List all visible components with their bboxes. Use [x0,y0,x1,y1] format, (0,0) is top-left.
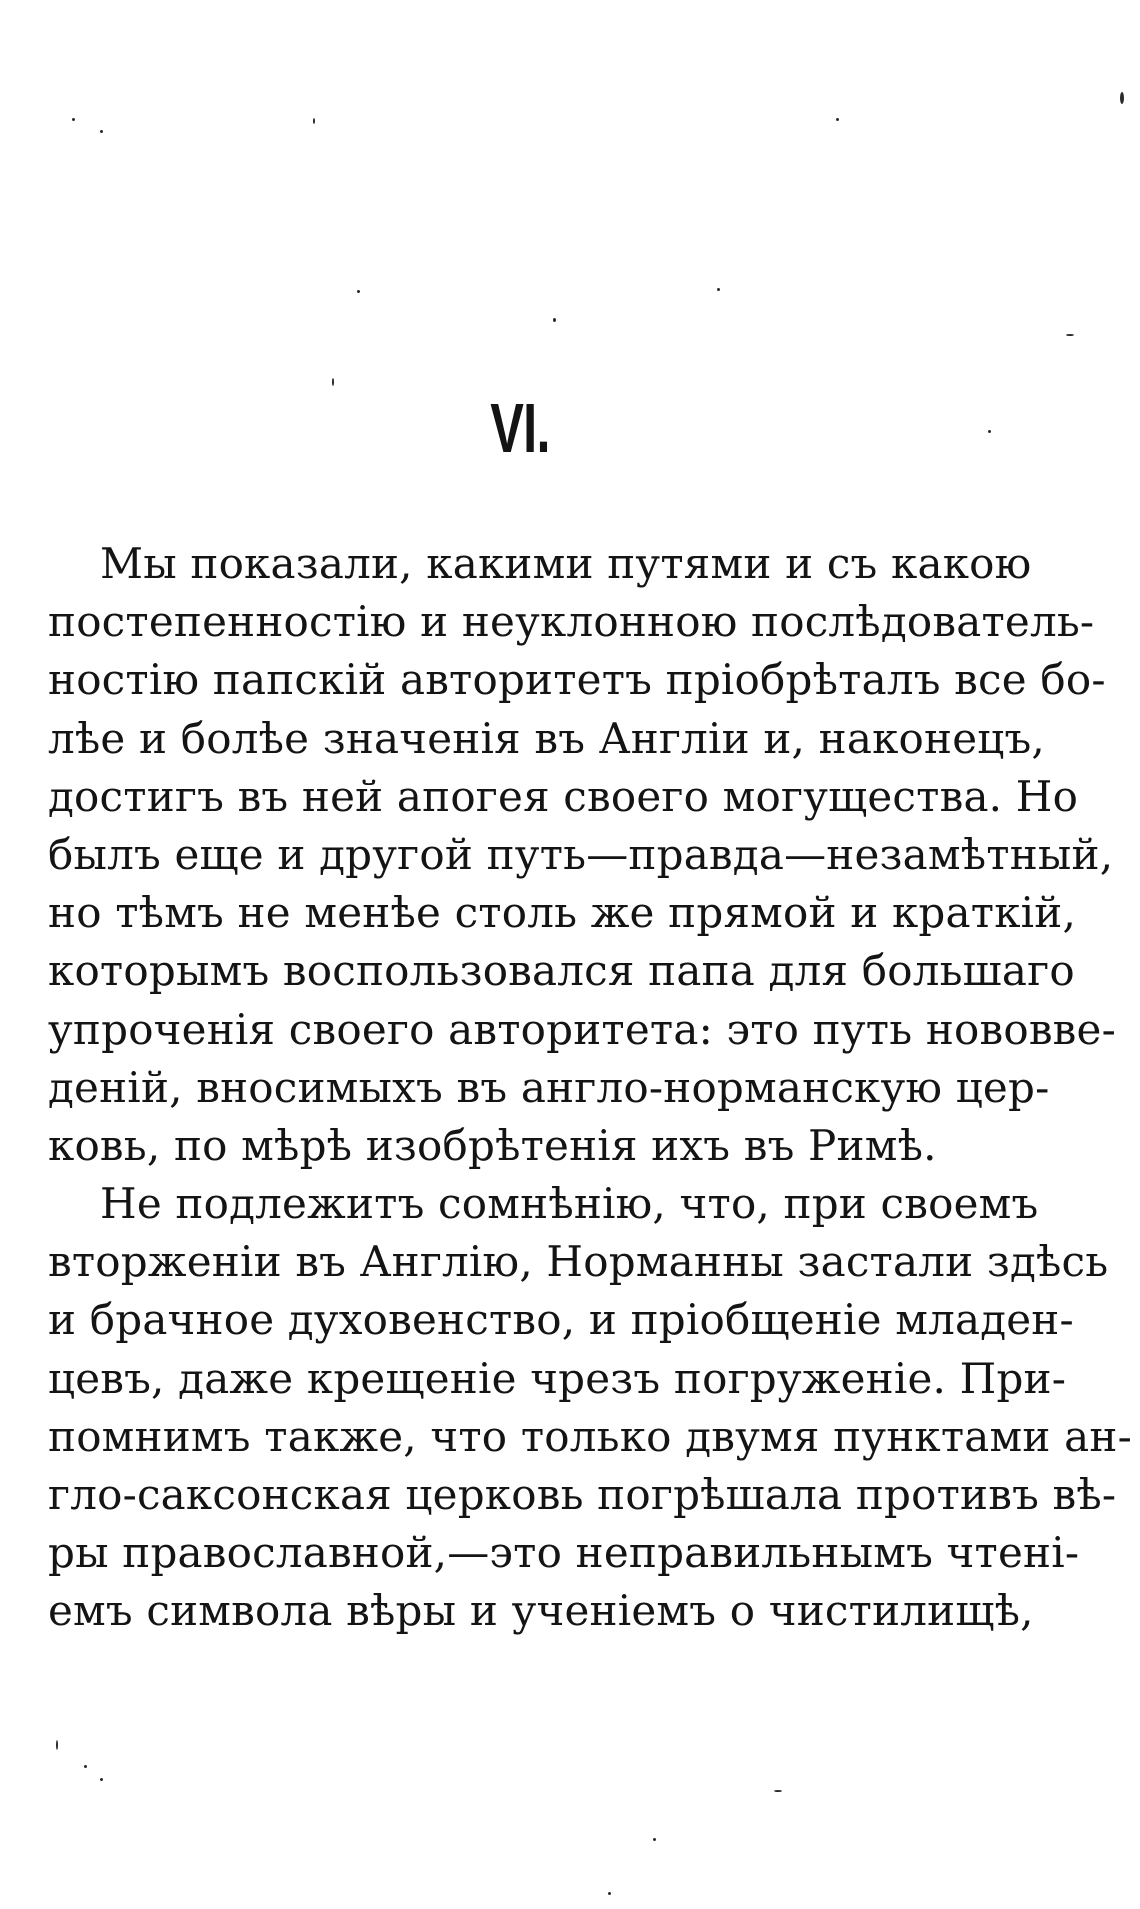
text-line: емъ символа вѣры и ученіемъ о чистилищѣ, [48,1586,1034,1636]
scan-speck [1066,334,1074,336]
paragraph-1 [48,535,1116,1175]
paragraph-2 [48,1175,1132,1641]
scan-speck [653,1838,656,1841]
scan-speck [72,118,75,121]
text-line: Не подлежитъ сомнѣнію, что, при своемъ [100,1179,1039,1229]
scan-speck [774,1790,782,1792]
text-line: цевъ, даже крещеніе чрезъ погруженіе. При- [48,1353,1067,1403]
scan-speck [988,430,991,433]
scan-speck [553,318,556,322]
scan-speck [332,378,334,386]
text-line: ры православной,—это неправильнымъ чтені- [48,1528,1080,1578]
scan-speck [1120,92,1124,104]
text-line: ностію папскій авторитетъ пріобрѣталъ все бо- [48,655,1106,705]
text-line: гло-саксонская церковь погрѣшала противъ вѣ- [48,1470,1117,1519]
chapter-number: VI. [490,389,550,467]
text-line: Мы показали, какими путями и съ какою [100,539,1032,588]
text-line: но тѣмъ не менѣе столь же прямой и краткій, [48,888,1077,938]
text-line: былъ еще и другой путь—правда—незамѣтный, [48,829,1114,879]
text-line: достигъ въ ней апогея своего могущества. Но [48,771,1079,821]
scan-speck [100,130,103,133]
scan-speck [100,1778,103,1781]
text-line: и брачное духовенство, и пріобщеніе младен- [48,1295,1074,1345]
body-text [48,535,1132,1641]
scan-speck [56,1740,58,1750]
text-line: упроченія своего авторитета: это путь нововве- [48,1004,1116,1054]
scan-speck [717,288,720,291]
text-line: ковь, по мѣрѣ изобрѣтенія ихъ въ Римѣ. [48,1120,937,1170]
scan-speck [357,290,360,293]
text-line: вторженіи въ Англію, Норманны застали здѣсь [48,1237,1109,1287]
scan-speck [836,118,839,121]
text-line: которымъ воспользовался папа для большаго [48,946,1075,996]
text-line: лѣе и болѣе значенія въ Англіи и, наконецъ, [48,713,1045,763]
text-line: деній, вносимыхъ въ англо-норманскую цер- [48,1062,1050,1112]
text-line: помнимъ также, что только двумя пунктами ан- [48,1411,1132,1461]
scan-speck [84,1765,87,1768]
text-line: постепенностію и неуклонною послѣдователь- [48,597,1095,647]
scan-speck [608,1892,611,1895]
scan-speck [313,118,315,124]
